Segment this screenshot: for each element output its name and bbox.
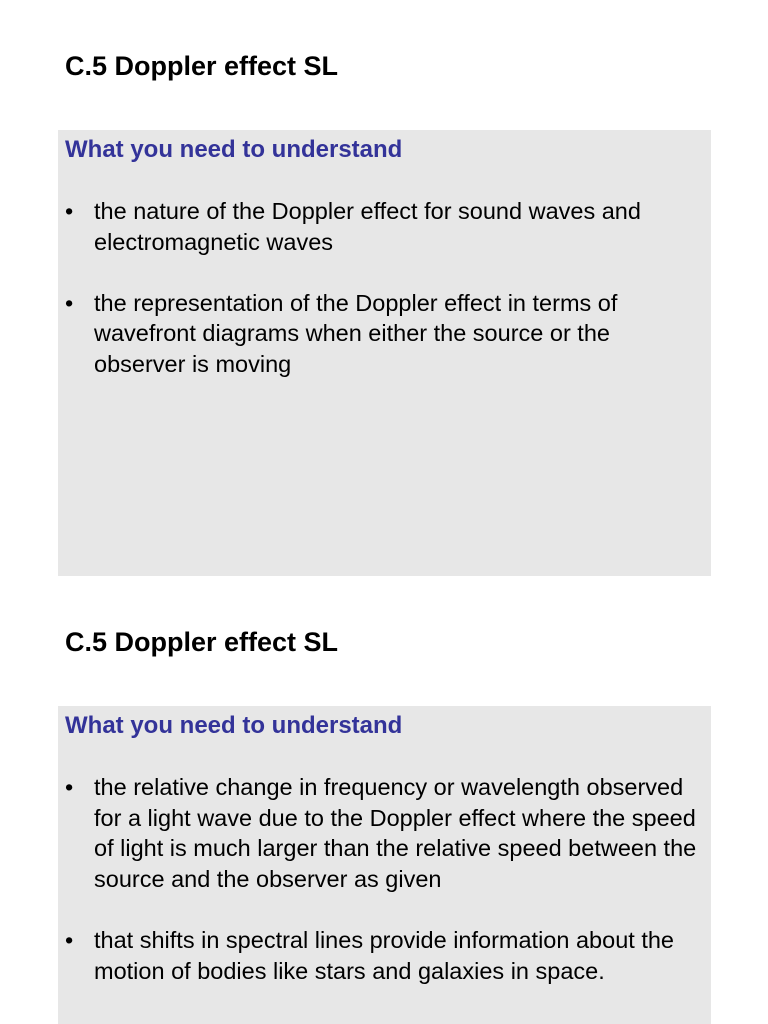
bullet-text: the relative change in frequency or wavelength observed for a light wave due to the Doppler effect where the speed of light is much larger than the relative speed between the source and the observer as given [94, 774, 697, 892]
box-heading: What you need to understand [65, 712, 403, 739]
bullet-item [65, 925, 701, 986]
learning-objectives-box [58, 130, 711, 576]
bullet-icon: • [65, 774, 74, 800]
bullet-item [65, 288, 701, 380]
learning-objectives-box [58, 706, 711, 1024]
bullet-text: the nature of the Doppler effect for sound waves and electromagnetic waves [94, 198, 641, 255]
bullet-list [65, 772, 701, 1017]
box-heading: What you need to understand [65, 136, 403, 163]
bullet-icon: • [65, 289, 74, 316]
bullet-icon: • [65, 926, 74, 953]
bullet-text: the representation of the Doppler effect in terms of wavefront diagrams when either the source or the observer is moving [94, 289, 618, 377]
bullet-item [65, 772, 701, 894]
slide-title: C.5 Doppler effect SL [65, 627, 339, 657]
bullet-text: that shifts in spectral lines provide information about the motion of bodies like stars and galaxies in space. [94, 926, 674, 984]
bullet-icon: • [65, 198, 74, 224]
bullet-item [65, 196, 701, 257]
slide-title: C.5 Doppler effect SL [65, 51, 339, 81]
bullet-list [65, 196, 701, 410]
